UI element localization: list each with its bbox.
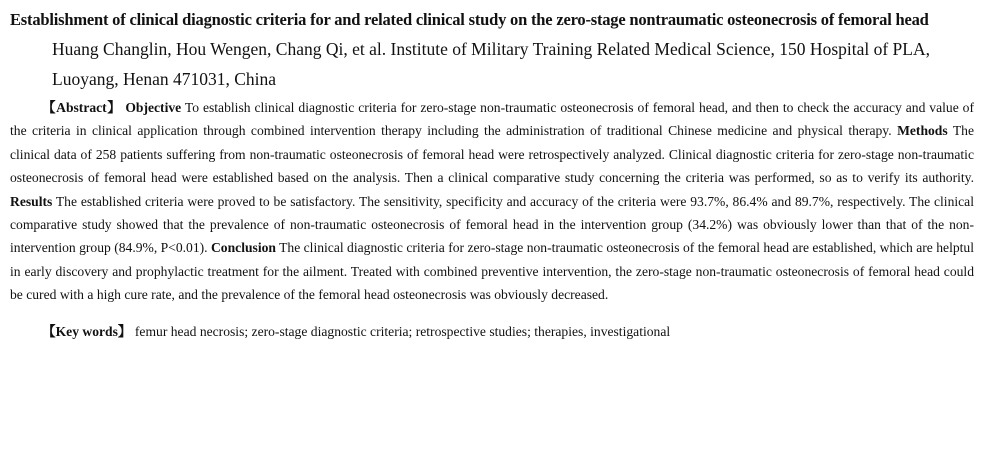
objective-text: To establish clinical diagnostic criteria for zero-stage non-traumatic osteonecrosis of femoral head, and then to check the accuracy and value of the criteria in clinical application through combined intervention therapy including the administration of traditional Chinese medicine and physical therapy.	[10, 100, 974, 139]
methods-label: Methods	[897, 123, 948, 139]
keywords	[10, 321, 974, 343]
authors-affiliation: Huang Changlin, Hou Wengen, Chang Qi, et al. Institute of Military Training Related Medical Science, 150 Hospital of PLA, Luoyang, Henan 471031, China	[52, 39, 930, 89]
results-label: Results	[10, 193, 53, 209]
keywords-text: femur head necrosis; zero-stage diagnostic criteria; retrospective studies; therapies, investigational	[134, 323, 671, 339]
conclusion-label: Conclusion	[210, 240, 276, 256]
objective-label: Objective	[125, 100, 182, 115]
keywords-tag: 【Key words】	[42, 323, 132, 339]
conclusion-text: The clinical diagnostic criteria for zero-stage non-traumatic osteonecrosis of the femoral head are established, which are helptul in early discovery and prophylactic treatment for the ailment. Treated with combined preventive intervention, the zero-stage non-traumatic osteonecrosis of femoral head could be cured with a high cure rate, and the prevalence of the femoral head osteonecrosis was obviously decreased.	[10, 240, 974, 303]
results-text: The established criteria were proved to be satisfactory. The sensitivity, specificity and accuracy of the criteria were 93.7%, 86.4% and 89.7%, respectively. The clinical comparative study showed that the prevalence of non-traumatic osteonecrosis of femoral head in the intervention group (34.2%) was obviously lower than that of the non-intervention group (84.9%, P<0.01).	[10, 193, 974, 256]
abstract-tag: 【Abstract】	[42, 100, 122, 115]
methods-text: The clinical data of 258 patients suffering from non-traumatic osteonecrosis of femoral head were retrospectively analyzed. Clinical diagnostic criteria for zero-stage non-traumatic osteonecrosis of femoral head were established based on the analysis. Then a clinical comparative study concerning the criteria was performed, so as to verify its authority.	[10, 123, 974, 186]
paper-title: Establishment of clinical diagnostic criteria for and related clinical study on the zero-stage nontraumatic osteonecrosis of femoral head	[10, 10, 929, 29]
abstract	[10, 96, 974, 307]
